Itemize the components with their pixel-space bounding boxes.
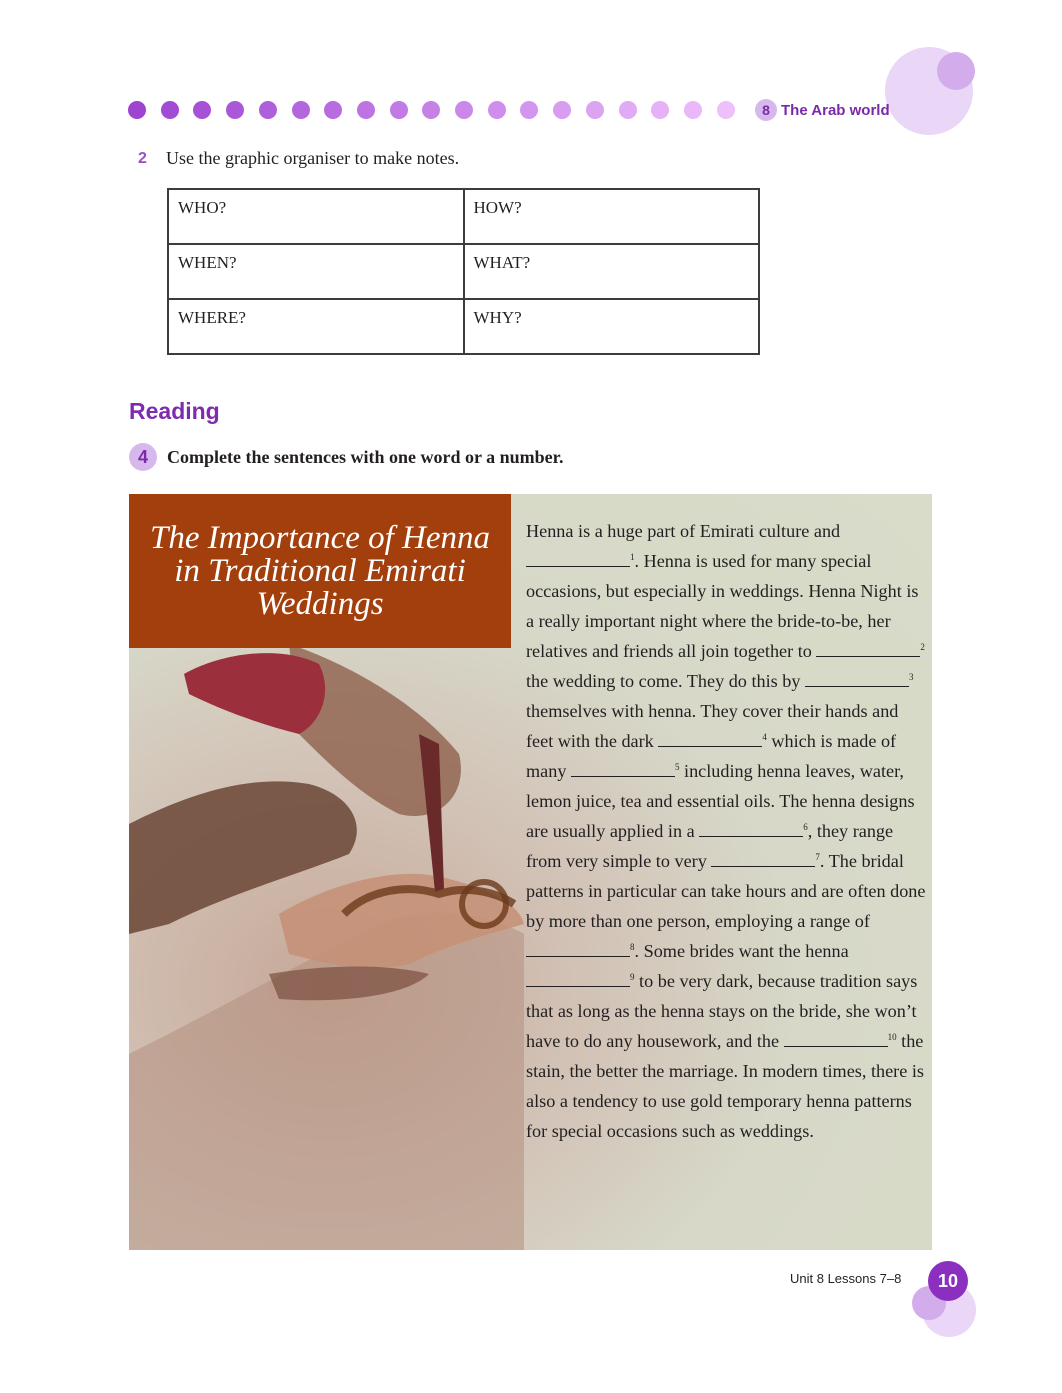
article-text-segment: to be very dark, because tradition says that as long as the henna stays on the bride, she won’t have to do any housework, and the	[526, 971, 918, 1051]
gap-number: 3	[909, 671, 914, 682]
gap-blank[interactable]	[526, 552, 630, 567]
article-text-segment: Henna is a huge part of Emirati culture and	[526, 521, 841, 541]
header-dot	[422, 101, 440, 119]
article-text-segment: . Henna is used for many special occasions, but especially in weddings. Henna Night is a really important night where the bride-to-be, her relatives and friends all join together to	[526, 551, 919, 661]
gap-blank[interactable]	[699, 822, 803, 837]
table-cell-where[interactable]: WHERE?	[168, 299, 464, 354]
table-cell-when[interactable]: WHEN?	[168, 244, 464, 299]
header-dot	[357, 101, 375, 119]
gap-blank[interactable]	[526, 942, 630, 957]
gap-number: 6	[803, 821, 808, 832]
gap-number: 9	[630, 971, 635, 982]
gap-blank[interactable]	[571, 762, 675, 777]
article-text-segment: . The bridal patterns in particular can take hours and are often done by more than one person, employing a range of	[526, 851, 926, 931]
header-dot	[586, 101, 604, 119]
article-text	[526, 516, 926, 1146]
unit-title: The Arab world	[781, 101, 890, 119]
gap-blank[interactable]	[711, 852, 815, 867]
task-instruction: Use the graphic organiser to make notes.	[166, 148, 460, 168]
table-cell-how[interactable]: HOW?	[464, 189, 760, 244]
gap-blank[interactable]	[784, 1032, 888, 1047]
article-title: The Importance of Henna in Traditional Emirati Weddings	[149, 519, 491, 622]
header-dot	[717, 101, 735, 119]
header-dot	[161, 101, 179, 119]
header-decoration-circle-small	[937, 52, 975, 90]
header-dot	[292, 101, 310, 119]
table-row	[168, 189, 759, 244]
article-text-segment: . Some brides want the henna	[634, 941, 849, 961]
task-number: 2	[138, 149, 147, 167]
table-cell-why[interactable]: WHY?	[464, 299, 760, 354]
header-dot	[455, 101, 473, 119]
gap-number: 5	[674, 761, 680, 772]
article-text-segment: the wedding to come. They do this by	[526, 671, 806, 691]
header-dot	[651, 101, 669, 119]
table-row	[168, 244, 759, 299]
gap-blank[interactable]	[805, 672, 909, 687]
article-text-segment: including henna leaves, water, lemon juice, tea and essential oils. The henna designs are usually applied in a	[526, 761, 915, 841]
article-text-segment: the stain, the better the marriage. In modern times, there is also a tendency to use gold temporary henna patterns for special occasions such as weddings.	[526, 1031, 924, 1141]
gap-number: 10	[887, 1031, 897, 1042]
gap-number: 2	[920, 641, 925, 652]
header-dot	[553, 101, 571, 119]
task-instruction: Complete the sentences with one word or a number.	[167, 446, 564, 467]
unit-tag	[755, 98, 890, 122]
header-dot	[520, 101, 538, 119]
gap-blank[interactable]	[816, 642, 920, 657]
gap-blank[interactable]	[526, 972, 630, 987]
header-dot	[193, 101, 211, 119]
article-title-box	[129, 494, 511, 648]
page-number-badge: 10	[928, 1261, 968, 1301]
graphic-organiser-table	[167, 188, 760, 355]
article-text-segment: which is made of many	[526, 731, 897, 781]
header-dot	[259, 101, 277, 119]
reading-heading: Reading	[129, 398, 220, 424]
article-text-segment: themselves with henna. They cover their hands and feet with the dark	[526, 701, 899, 751]
table-cell-who[interactable]: WHO?	[168, 189, 464, 244]
header-dot	[488, 101, 506, 119]
header-dot	[619, 101, 637, 119]
article-panel	[129, 494, 932, 1250]
footer-lesson-label: Unit 8 Lessons 7–8	[790, 1271, 902, 1286]
gap-number: 8	[630, 941, 635, 952]
header-dot	[128, 101, 146, 119]
task-2	[138, 148, 459, 169]
table-row	[168, 299, 759, 354]
gap-number: 7	[815, 851, 820, 862]
gap-blank[interactable]	[658, 732, 762, 747]
task-number-badge: 4	[129, 443, 157, 471]
header-dot	[226, 101, 244, 119]
task-4	[129, 443, 563, 471]
header-dot	[324, 101, 342, 119]
table-cell-what[interactable]: WHAT?	[464, 244, 760, 299]
article-text-segment: , they range from very simple to very	[526, 821, 894, 871]
gap-number: 1	[630, 551, 635, 562]
header-dot	[684, 101, 702, 119]
header-dot	[390, 101, 408, 119]
unit-number-badge: 8	[755, 99, 777, 121]
gap-number: 4	[762, 731, 767, 742]
